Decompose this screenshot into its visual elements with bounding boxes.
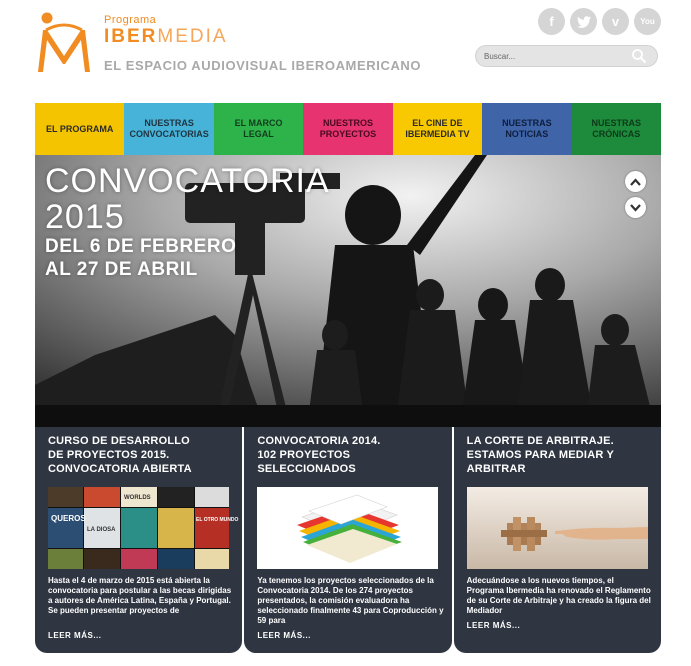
news-card[interactable] [244,427,451,653]
chevron-down-icon [630,204,641,212]
nav-label: CONVOCATORIAS [129,129,209,139]
news-cards [35,427,661,653]
nav-item-nuestras-cronicas[interactable] [572,103,661,155]
hero-dates [45,235,236,281]
facebook-icon[interactable] [538,8,565,35]
read-more-link[interactable]: LEER MÁS... [466,621,521,630]
news-card-title-line: CONVOCATORIA ABIERTA [48,463,192,475]
news-card-title[interactable] [48,434,234,476]
social-links [538,8,661,35]
slider-next-button[interactable] [625,197,646,218]
chevron-up-icon [630,178,641,186]
news-card-title-line: ARBITRAR [466,463,526,475]
read-more-link[interactable]: LEER MÁS... [48,631,102,640]
slider-prev-button[interactable] [625,171,646,192]
news-card-image-puzzle[interactable] [467,487,648,569]
nav-label: EL MARCO [234,118,283,128]
nav-item-nuestros-proyectos[interactable] [303,103,392,155]
main-navigation [35,103,661,155]
logo-media-text: MEDIA [157,26,228,47]
news-card-excerpt: Ya tenemos los proyectos seleccionados de la Convocatoria 2014. De los 274 proyectos presentados, la comisión evaluadora ha seleccionado finalmente 43 para Coproducción y 59 para [257,576,444,625]
youtube-icon[interactable] [634,8,661,35]
vimeo-glyph: v [611,14,620,29]
nav-item-nuestras-noticias[interactable] [482,103,571,155]
youtube-glyph: You [640,17,655,26]
site-tagline: EL ESPACIO AUDIOVISUAL IBEROAMERICANO [104,58,422,73]
logo-programa-text: Programa [104,14,157,26]
logo-iber-text: IBER [104,26,158,47]
facebook-glyph: f [549,14,554,29]
news-card-excerpt: Hasta el 4 de marzo de 2015 está abierta la convocatoria para postular a las becas dirigidas a autores de América Latina, España y Portugal. Se pueden presentar proyectos de [48,576,232,615]
read-more-link[interactable]: LEER MÁS... [257,631,311,640]
news-card-title-line: ESTAMOS PARA MEDIAR Y [466,449,615,461]
nav-label: NUESTROS [322,118,373,128]
nav-label: NUESTRAS [591,118,641,128]
poster-title: QUEROS [51,514,86,523]
nav-item-el-programa[interactable] [35,103,124,155]
twitter-icon[interactable] [570,8,597,35]
search-input[interactable] [484,49,624,63]
hero-slider[interactable] [35,155,661,427]
nav-item-el-cine-de-ibermedia-tv[interactable] [393,103,482,155]
vimeo-icon[interactable] [602,8,629,35]
news-card-excerpt: Adecuándose a los nuevos tiempos, el Programa Ibermedia ha renovado el Reglamento de su Corte de Arbitraje y ha creado la figura del Mediador [466,576,651,615]
news-card-title[interactable] [257,434,443,476]
search-box [475,45,658,67]
logo-wordmark [104,26,228,48]
nav-label: EL CINE DE [412,118,463,128]
nav-label: NOTICIAS [505,129,549,139]
nav-label: IBERMEDIA TV [405,129,470,139]
news-card-title-line: DE PROYECTOS 2015. [48,449,170,461]
nav-label: CRÓNICAS [592,129,641,139]
colored-folders-image [257,487,438,569]
hero-title [45,163,330,235]
news-card[interactable] [35,427,242,653]
hero-date-line: DEL 6 DE FEBRERO [45,236,237,257]
posters-collage [48,487,239,569]
news-card-title[interactable] [467,434,653,476]
news-card[interactable] [454,427,661,653]
nav-label: PROYECTOS [319,129,377,139]
poster-title: EL OTRO MUNDO [196,517,239,523]
nav-label: LEGAL [243,129,274,139]
news-card-title-line: LA CORTE DE ARBITRAJE. [466,435,614,447]
poster-title: WORLDS [124,495,151,501]
nav-label: NUESTRAS [502,118,552,128]
search-icon[interactable] [631,48,647,64]
nav-label: NUESTRAS [144,118,194,128]
ibermedia-logo-icon [34,12,94,74]
news-card-title-line: CONVOCATORIA 2014. [257,435,381,447]
news-card-image-posters[interactable] [48,487,239,569]
twitter-bird-icon [577,16,591,28]
news-card-title-line: 102 PROYECTOS [257,449,351,461]
wooden-puzzle-hand-image [467,487,648,569]
hero-date-line: AL 27 DE ABRIL [45,259,198,280]
news-card-image-folders[interactable] [257,487,438,569]
news-card-title-line: SELECCIONADOS [257,463,356,475]
poster-title: LA DIOSA [87,527,116,533]
news-card-title-line: CURSO DE DESARROLLO [48,435,190,447]
hero-title-year: 2015 [45,198,125,236]
nav-item-el-marco-legal[interactable] [214,103,303,155]
nav-label: EL PROGRAMA [46,123,114,134]
hero-title-line: CONVOCATORIA [45,162,330,200]
nav-item-nuestras-convocatorias[interactable] [124,103,213,155]
